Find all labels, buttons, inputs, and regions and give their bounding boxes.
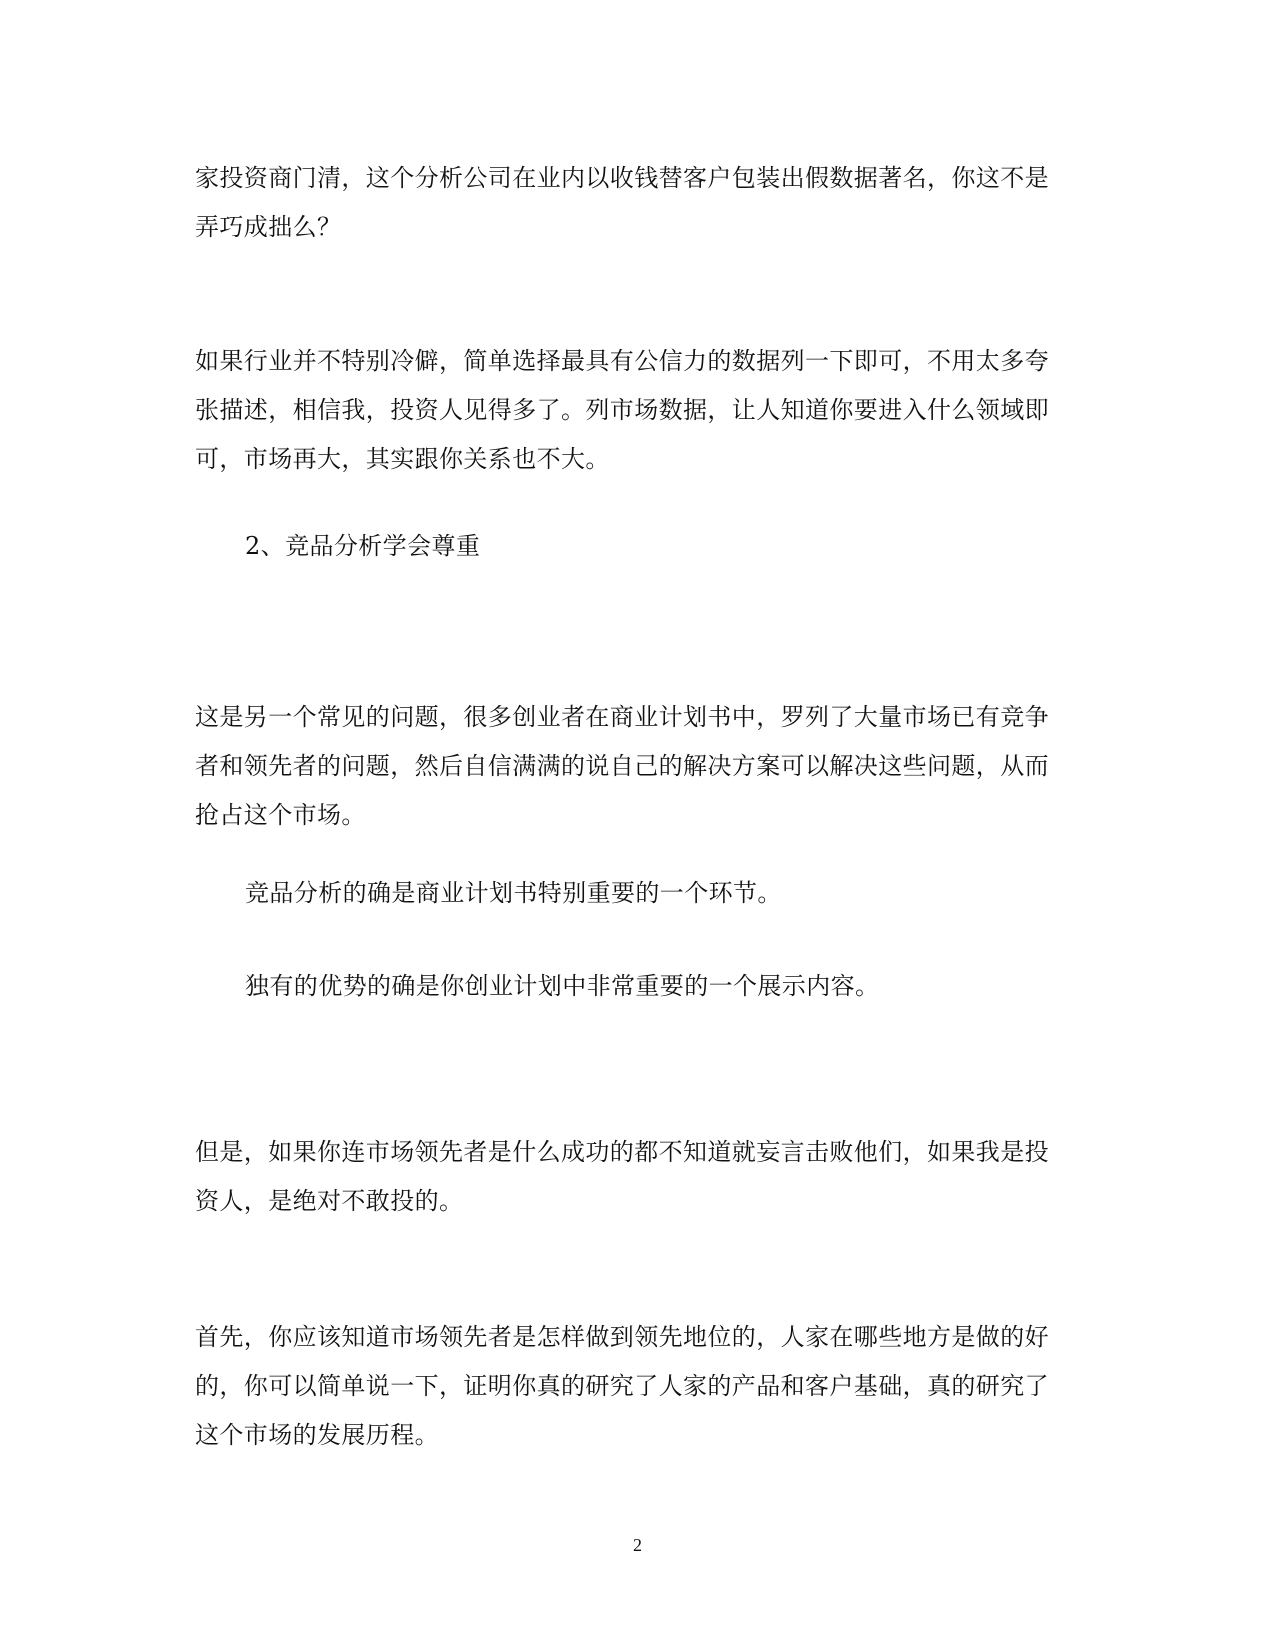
text-line: 竞品分析的确是商业计划书特别重要的一个环节。 <box>245 879 782 907</box>
paragraph-competitors <box>195 693 1075 840</box>
paragraph-competitive-analysis <box>245 869 1125 918</box>
paragraph-market-leader <box>195 1128 1075 1226</box>
text-line: 首先，你应该知道市场领先者是怎样做到领先地位的，人家在哪些地方是做的好 <box>195 1323 1049 1351</box>
page-number: 2 <box>633 1535 642 1555</box>
text-line: 家投资商门清，这个分析公司在业内以收钱替客户包装出假数据著名，你这不是 <box>195 164 1049 192</box>
text-line: 资人，是绝对不敢投的。 <box>195 1187 464 1215</box>
text-line: 2、竞品分析学会尊重 <box>245 532 481 560</box>
text-line: 这个市场的发展历程。 <box>195 1421 439 1449</box>
text-line: 但是，如果你连市场领先者是什么成功的都不知道就妄言击败他们，如果我是投 <box>195 1138 1049 1166</box>
text-line: 抢占这个市场。 <box>195 801 366 829</box>
text-line: 的，你可以简单说一下，证明你真的研究了人家的产品和客户基础，真的研究了 <box>195 1372 1049 1400</box>
text-line: 可，市场再大，其实跟你关系也不大。 <box>195 445 610 473</box>
text-line: 者和领先者的问题，然后自信满满的说自己的解决方案可以解决这些问题，从而 <box>195 752 1049 780</box>
paragraph-first-step <box>195 1313 1075 1460</box>
text-line: 弄巧成拙么？ <box>195 213 342 241</box>
text-line: 这是另一个常见的问题，很多创业者在商业计划书中，罗列了大量市场已有竞争 <box>195 703 1049 731</box>
section-heading <box>245 522 1125 571</box>
paragraph-unique-advantage <box>245 962 1125 1011</box>
text-line: 独有的优势的确是你创业计划中非常重要的一个展示内容。 <box>245 972 880 1000</box>
paragraph-analysis-firm <box>195 154 1075 252</box>
text-line: 如果行业并不特别冷僻，简单选择最具有公信力的数据列一下即可，不用太多夸 <box>195 347 1049 375</box>
text-line: 张描述，相信我，投资人见得多了。列市场数据，让人知道你要进入什么领域即 <box>195 396 1049 424</box>
paragraph-market-data <box>195 337 1075 484</box>
